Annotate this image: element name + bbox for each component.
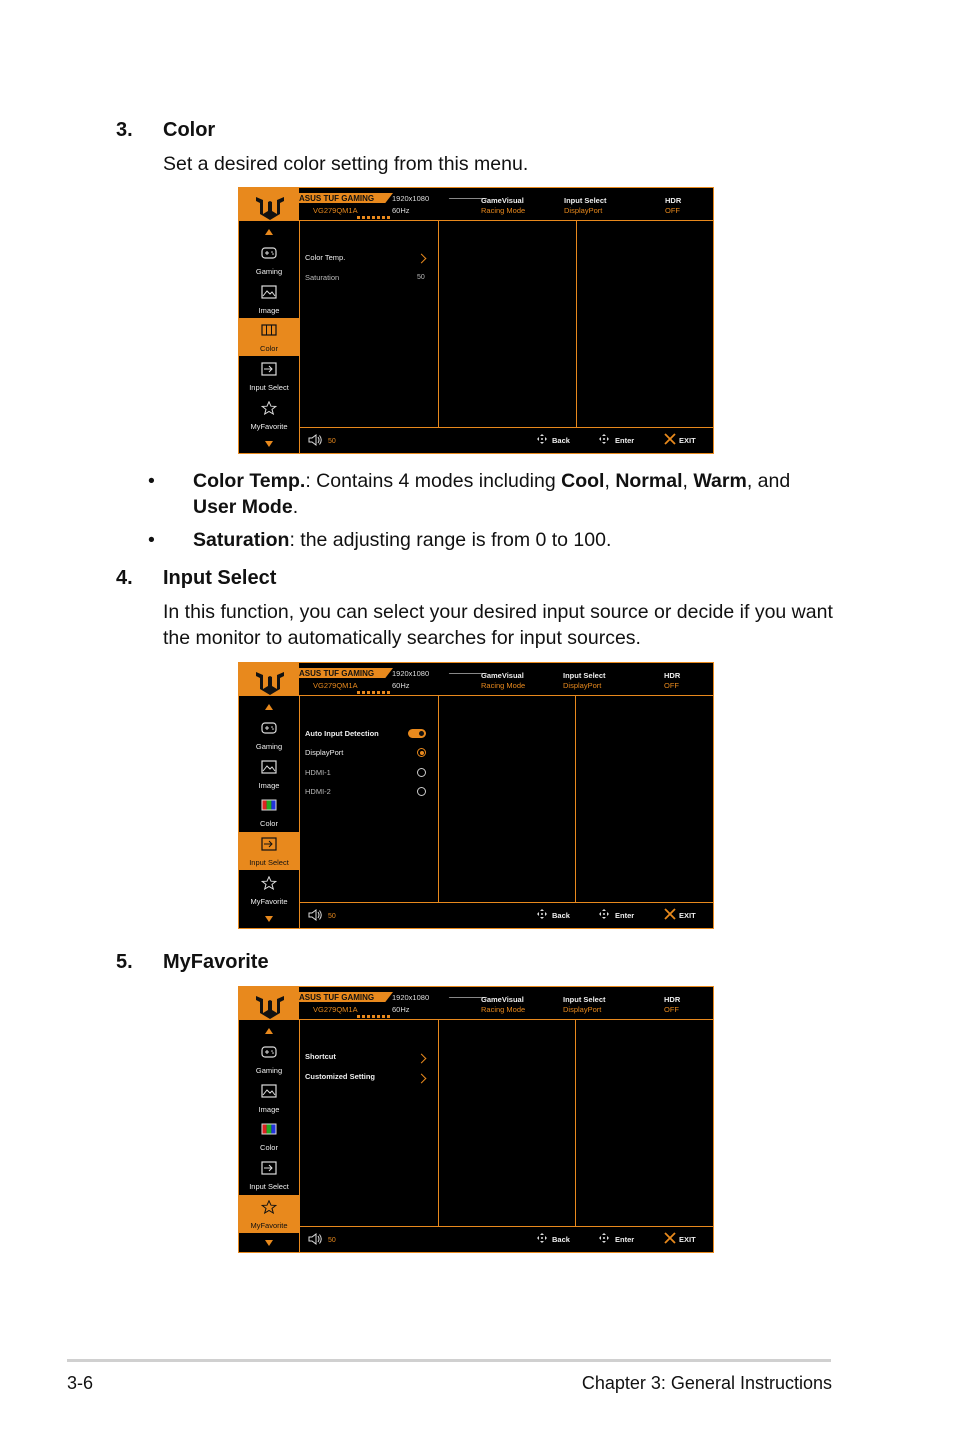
menu-column-1 — [300, 221, 439, 427]
osd-sidebar — [239, 1020, 300, 1252]
osd-sidebar — [239, 221, 300, 453]
sidebar-item-input-select[interactable] — [239, 1156, 299, 1194]
sidebar-item-input-select[interactable] — [239, 832, 299, 870]
image-icon — [261, 760, 277, 774]
gamevisual-value: Racing Mode — [481, 1005, 526, 1014]
sidebar-item-myfavorite[interactable] — [239, 1195, 299, 1233]
sidebar-label: Image — [258, 781, 280, 790]
osd-bottom-bar — [300, 902, 713, 929]
sidebar-label: Input Select — [249, 383, 289, 392]
enter-label[interactable]: Enter — [615, 1235, 635, 1244]
enter-label[interactable]: Enter — [615, 911, 635, 920]
joystick-enter-icon — [598, 1232, 610, 1244]
menu-column-1 — [300, 1020, 439, 1226]
refresh-rate: 60Hz — [392, 206, 410, 215]
input-select-label: Input Select — [563, 671, 606, 680]
volume-value: 50 — [328, 913, 336, 920]
section-number: 3. — [116, 119, 133, 141]
hdr-label: HDR — [664, 995, 681, 1004]
gamevisual-value: Racing Mode — [481, 681, 526, 690]
sidebar-item-gaming[interactable] — [239, 1040, 299, 1078]
sidebar-label: Gaming — [255, 1066, 283, 1075]
radio-hdmi-1[interactable] — [417, 768, 426, 777]
menu-item-displayport[interactable]: DisplayPort — [305, 748, 344, 757]
input-select-value: DisplayPort — [564, 206, 603, 215]
chevron-right-icon — [417, 1054, 427, 1064]
gamevisual-label: GameVisual — [481, 671, 524, 680]
sidebar-item-image[interactable] — [239, 280, 299, 318]
refresh-rate: 60Hz — [392, 681, 410, 690]
volume-value: 50 — [328, 1237, 336, 1244]
joystick-back-icon — [536, 1232, 548, 1244]
brand-name: ASUS TUF GAMING — [299, 669, 375, 678]
hdr-value: OFF — [665, 206, 680, 215]
sidebar-item-color[interactable] — [239, 1117, 299, 1155]
star-icon — [261, 401, 277, 415]
saturation-value: 50 — [417, 274, 425, 281]
sidebar-label: Color — [260, 344, 278, 353]
gamevisual-value: Racing Mode — [481, 206, 526, 215]
bullet-dot: • — [148, 470, 155, 492]
menu-item-saturation[interactable]: Saturation — [305, 273, 340, 282]
close-icon — [664, 908, 676, 920]
model-name: VG279QM1A — [313, 206, 358, 215]
back-label[interactable]: Back — [552, 911, 570, 920]
menu-item-customized-setting[interactable]: Customized Setting — [305, 1072, 376, 1081]
back-label[interactable]: Back — [552, 436, 570, 445]
joystick-enter-icon — [598, 433, 610, 445]
color-bars-icon — [261, 1122, 277, 1136]
tuf-logo — [239, 987, 299, 1019]
bullet-saturation: Saturation: the adjusting range is from 0 to 100. — [193, 529, 612, 551]
osd-bottom-bar — [300, 427, 713, 454]
sidebar-item-myfavorite[interactable] — [239, 871, 299, 909]
sidebar-item-color[interactable] — [239, 318, 299, 356]
gamepad-icon — [261, 721, 277, 735]
decorative-stripes — [357, 691, 391, 694]
gamepad-icon — [261, 246, 277, 260]
sidebar-item-color[interactable] — [239, 793, 299, 831]
close-icon — [664, 433, 676, 445]
sidebar-label: Input Select — [249, 858, 289, 867]
resolution: 1920x1080 — [392, 993, 430, 1002]
sidebar-label: Input Select — [249, 1182, 289, 1191]
chevron-right-icon — [417, 1074, 427, 1084]
input-select-value: DisplayPort — [563, 1005, 602, 1014]
section-title-input-select: Input Select — [163, 567, 277, 589]
volume-icon[interactable] — [308, 1233, 322, 1245]
volume-value: 50 — [328, 438, 336, 445]
auto-input-toggle[interactable] — [408, 729, 426, 738]
volume-icon[interactable] — [308, 909, 322, 921]
radio-displayport[interactable] — [417, 748, 426, 757]
menu-item-shortcut[interactable]: Shortcut — [305, 1052, 336, 1061]
osd-screenshot-myfavorite — [238, 986, 714, 1253]
osd-top-bar — [239, 987, 713, 1020]
sidebar-item-gaming[interactable] — [239, 241, 299, 279]
sidebar-item-image[interactable] — [239, 1079, 299, 1117]
section-title-color: Color — [163, 119, 216, 141]
tuf-logo — [239, 188, 299, 220]
radio-hdmi-2[interactable] — [417, 787, 426, 796]
sidebar-label: MyFavorite — [250, 422, 288, 431]
menu-item-hdmi-1[interactable]: HDMI-1 — [305, 768, 331, 777]
input-select-label: Input Select — [563, 995, 606, 1004]
model-name: VG279QM1A — [313, 1005, 358, 1014]
model-name: VG279QM1A — [313, 681, 358, 690]
input-arrow-icon — [261, 1161, 277, 1175]
gamevisual-label: GameVisual — [481, 196, 524, 205]
tuf-logo — [239, 663, 299, 695]
joystick-enter-icon — [598, 908, 610, 920]
menu-column-2 — [439, 696, 576, 902]
gamepad-icon — [261, 1045, 277, 1059]
input-arrow-icon — [261, 837, 277, 851]
star-icon — [261, 876, 277, 890]
resolution: 1920x1080 — [392, 194, 430, 203]
star-icon — [261, 1200, 277, 1214]
section-number: 4. — [116, 567, 133, 589]
arrow-down-icon[interactable] — [265, 441, 273, 447]
color-bars-icon — [261, 798, 277, 812]
sidebar-label: Color — [260, 1143, 278, 1152]
hdr-label: HDR — [665, 196, 682, 205]
back-label[interactable]: Back — [552, 1235, 570, 1244]
arrow-up-icon[interactable] — [265, 229, 273, 235]
menu-column-2 — [439, 221, 577, 427]
osd-screenshot-input-select — [238, 662, 714, 929]
bullet-color-temp: Color Temp.: Contains 4 modes including Cool, Normal, Warm, and User Mode. — [193, 470, 791, 518]
refresh-rate: 60Hz — [392, 1005, 410, 1014]
osd-sidebar — [239, 696, 300, 928]
exit-label[interactable]: EXIT — [679, 911, 696, 920]
menu-column-1 — [300, 696, 439, 902]
sidebar-label: Image — [258, 306, 280, 315]
image-icon — [261, 1084, 277, 1098]
chapter-title: Chapter 3: General Instructions — [581, 1373, 832, 1393]
gamevisual-label: GameVisual — [481, 995, 524, 1004]
arrow-down-icon[interactable] — [265, 1240, 273, 1246]
menu-item-hdmi-2[interactable]: HDMI-2 — [305, 787, 331, 796]
osd-top-bar — [239, 188, 713, 221]
section-number: 5. — [116, 951, 133, 973]
page-number: 3-6 — [67, 1373, 94, 1393]
volume-icon[interactable] — [308, 434, 322, 446]
section-description: Set a desired color setting from this menu. — [163, 153, 529, 175]
sidebar-label: MyFavorite — [250, 1221, 288, 1230]
menu-item-auto-input-detection[interactable]: Auto Input Detection — [305, 729, 379, 738]
sidebar-label: Gaming — [255, 267, 283, 276]
osd-screenshot-color — [238, 187, 714, 454]
brand-name: ASUS TUF GAMING — [299, 993, 375, 1002]
decorative-stripes — [357, 216, 391, 219]
chevron-right-icon — [417, 254, 427, 264]
input-arrow-icon — [261, 362, 277, 376]
section-title-myfavorite: MyFavorite — [163, 951, 269, 973]
arrow-up-icon[interactable] — [265, 704, 273, 710]
exit-label[interactable]: EXIT — [679, 1235, 696, 1244]
exit-label[interactable]: EXIT — [679, 436, 696, 445]
brand-name: ASUS TUF GAMING — [299, 194, 375, 203]
sidebar-label: Gaming — [255, 742, 283, 751]
arrow-up-icon[interactable] — [265, 1028, 273, 1034]
close-icon — [664, 1232, 676, 1244]
osd-bottom-bar — [300, 1226, 713, 1253]
sidebar-item-image[interactable] — [239, 755, 299, 793]
decorative-stripes — [357, 1015, 391, 1018]
enter-label[interactable]: Enter — [615, 436, 635, 445]
sidebar-item-myfavorite[interactable] — [239, 396, 299, 434]
color-bars-icon — [261, 323, 277, 337]
sidebar-label: Color — [260, 819, 278, 828]
joystick-back-icon — [536, 433, 548, 445]
hdr-label: HDR — [664, 671, 681, 680]
bullet-dot: • — [148, 529, 155, 551]
sidebar-item-input-select[interactable] — [239, 357, 299, 395]
sidebar-item-gaming[interactable] — [239, 716, 299, 754]
section-description: In this function, you can select your desired input source or decide if you want the monitor to automatically searches for input sources. — [163, 601, 833, 649]
input-select-label: Input Select — [564, 196, 607, 205]
hdr-value: OFF — [664, 681, 679, 690]
input-select-value: DisplayPort — [563, 681, 602, 690]
image-icon — [261, 285, 277, 299]
footer-divider — [67, 1359, 831, 1362]
arrow-down-icon[interactable] — [265, 916, 273, 922]
sidebar-label: MyFavorite — [250, 897, 288, 906]
osd-top-bar — [239, 663, 713, 696]
menu-column-2 — [439, 1020, 576, 1226]
joystick-back-icon — [536, 908, 548, 920]
menu-item-color-temp[interactable]: Color Temp. — [305, 253, 346, 262]
hdr-value: OFF — [664, 1005, 679, 1014]
resolution: 1920x1080 — [392, 669, 430, 678]
sidebar-label: Image — [258, 1105, 280, 1114]
